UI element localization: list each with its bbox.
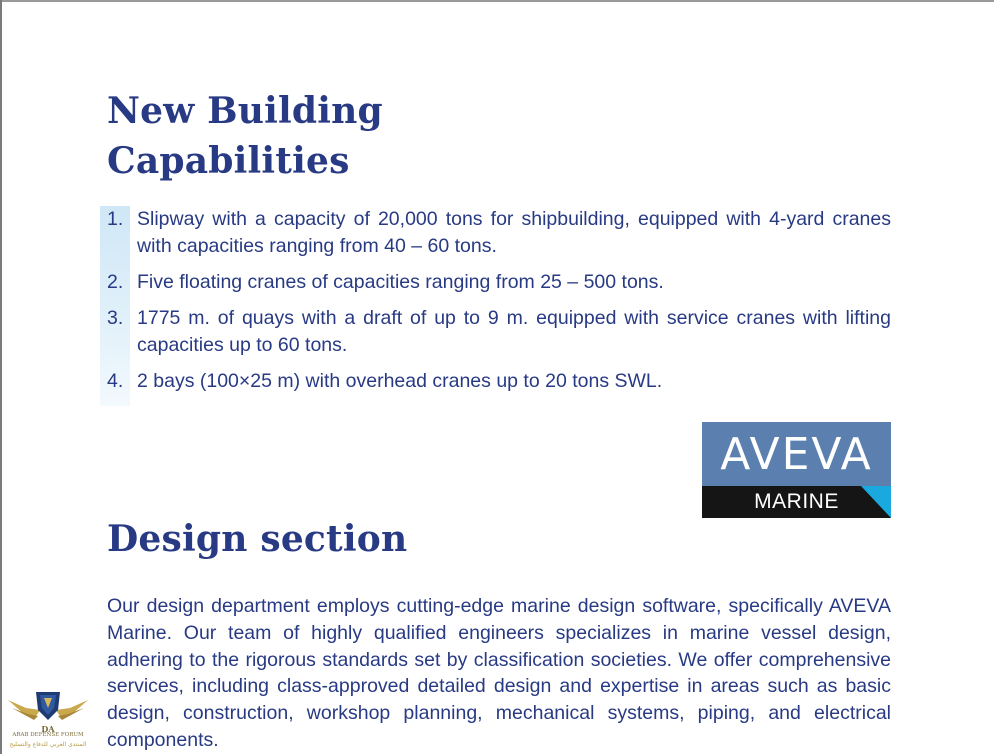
watermark-name-ar: المنتدى العربي للدفاع والتسليح bbox=[9, 741, 87, 748]
watermark-name-en: ARAB DEFENSE FORUM bbox=[12, 732, 84, 738]
aveva-brand: AVEVA bbox=[702, 422, 891, 486]
capability-item bbox=[0, 206, 891, 260]
aveva-product-bar bbox=[702, 486, 891, 518]
capabilities-list bbox=[0, 206, 891, 404]
capability-item bbox=[0, 368, 891, 395]
capability-text: 2 bays (100×25 m) with overhead cranes up to 20 tons SWL. bbox=[137, 370, 663, 392]
eagle-emblem-icon bbox=[6, 686, 90, 726]
design-section-paragraph: Our design department employs cutting-edge marine design software, specifically AVEVA Marine. Our team of highly qualified engineers specializes in marine vessel design, adhering to the rigorous standards set by classification societies. We offer comprehensive services, including class-approved detailed design and expertise in areas such as basic design, construction, workshop planning, mechanical systems, piping, and electrical components. bbox=[107, 595, 891, 751]
capability-number: 2. bbox=[107, 271, 124, 293]
aveva-product-label: MARINE bbox=[754, 490, 839, 513]
page-top-border bbox=[0, 0, 994, 2]
capability-item bbox=[0, 269, 891, 296]
design-section-heading: Design section bbox=[107, 518, 408, 560]
capability-text: Slipway with a capacity of 20,000 tons for shipbuilding, equipped with 4-yard cranes with capacities ranging from 40 – 60 tons. bbox=[137, 208, 891, 257]
forum-watermark-logo bbox=[6, 686, 90, 752]
capability-item bbox=[0, 305, 891, 359]
new-building-heading: New Building Capabilities bbox=[107, 90, 383, 182]
capability-text: Five floating cranes of capacities ranging from 25 – 500 tons. bbox=[137, 271, 664, 293]
capability-number: 1. bbox=[107, 208, 124, 230]
capability-number: 4. bbox=[107, 370, 124, 392]
watermark-abbreviation: DA bbox=[41, 724, 55, 734]
capability-text: 1775 m. of quays with a draft of up to 9 m. equipped with service cranes with lifting capacities up to 60 tons. bbox=[137, 307, 891, 356]
aveva-marine-logo bbox=[702, 422, 891, 518]
capability-number: 3. bbox=[107, 307, 124, 329]
